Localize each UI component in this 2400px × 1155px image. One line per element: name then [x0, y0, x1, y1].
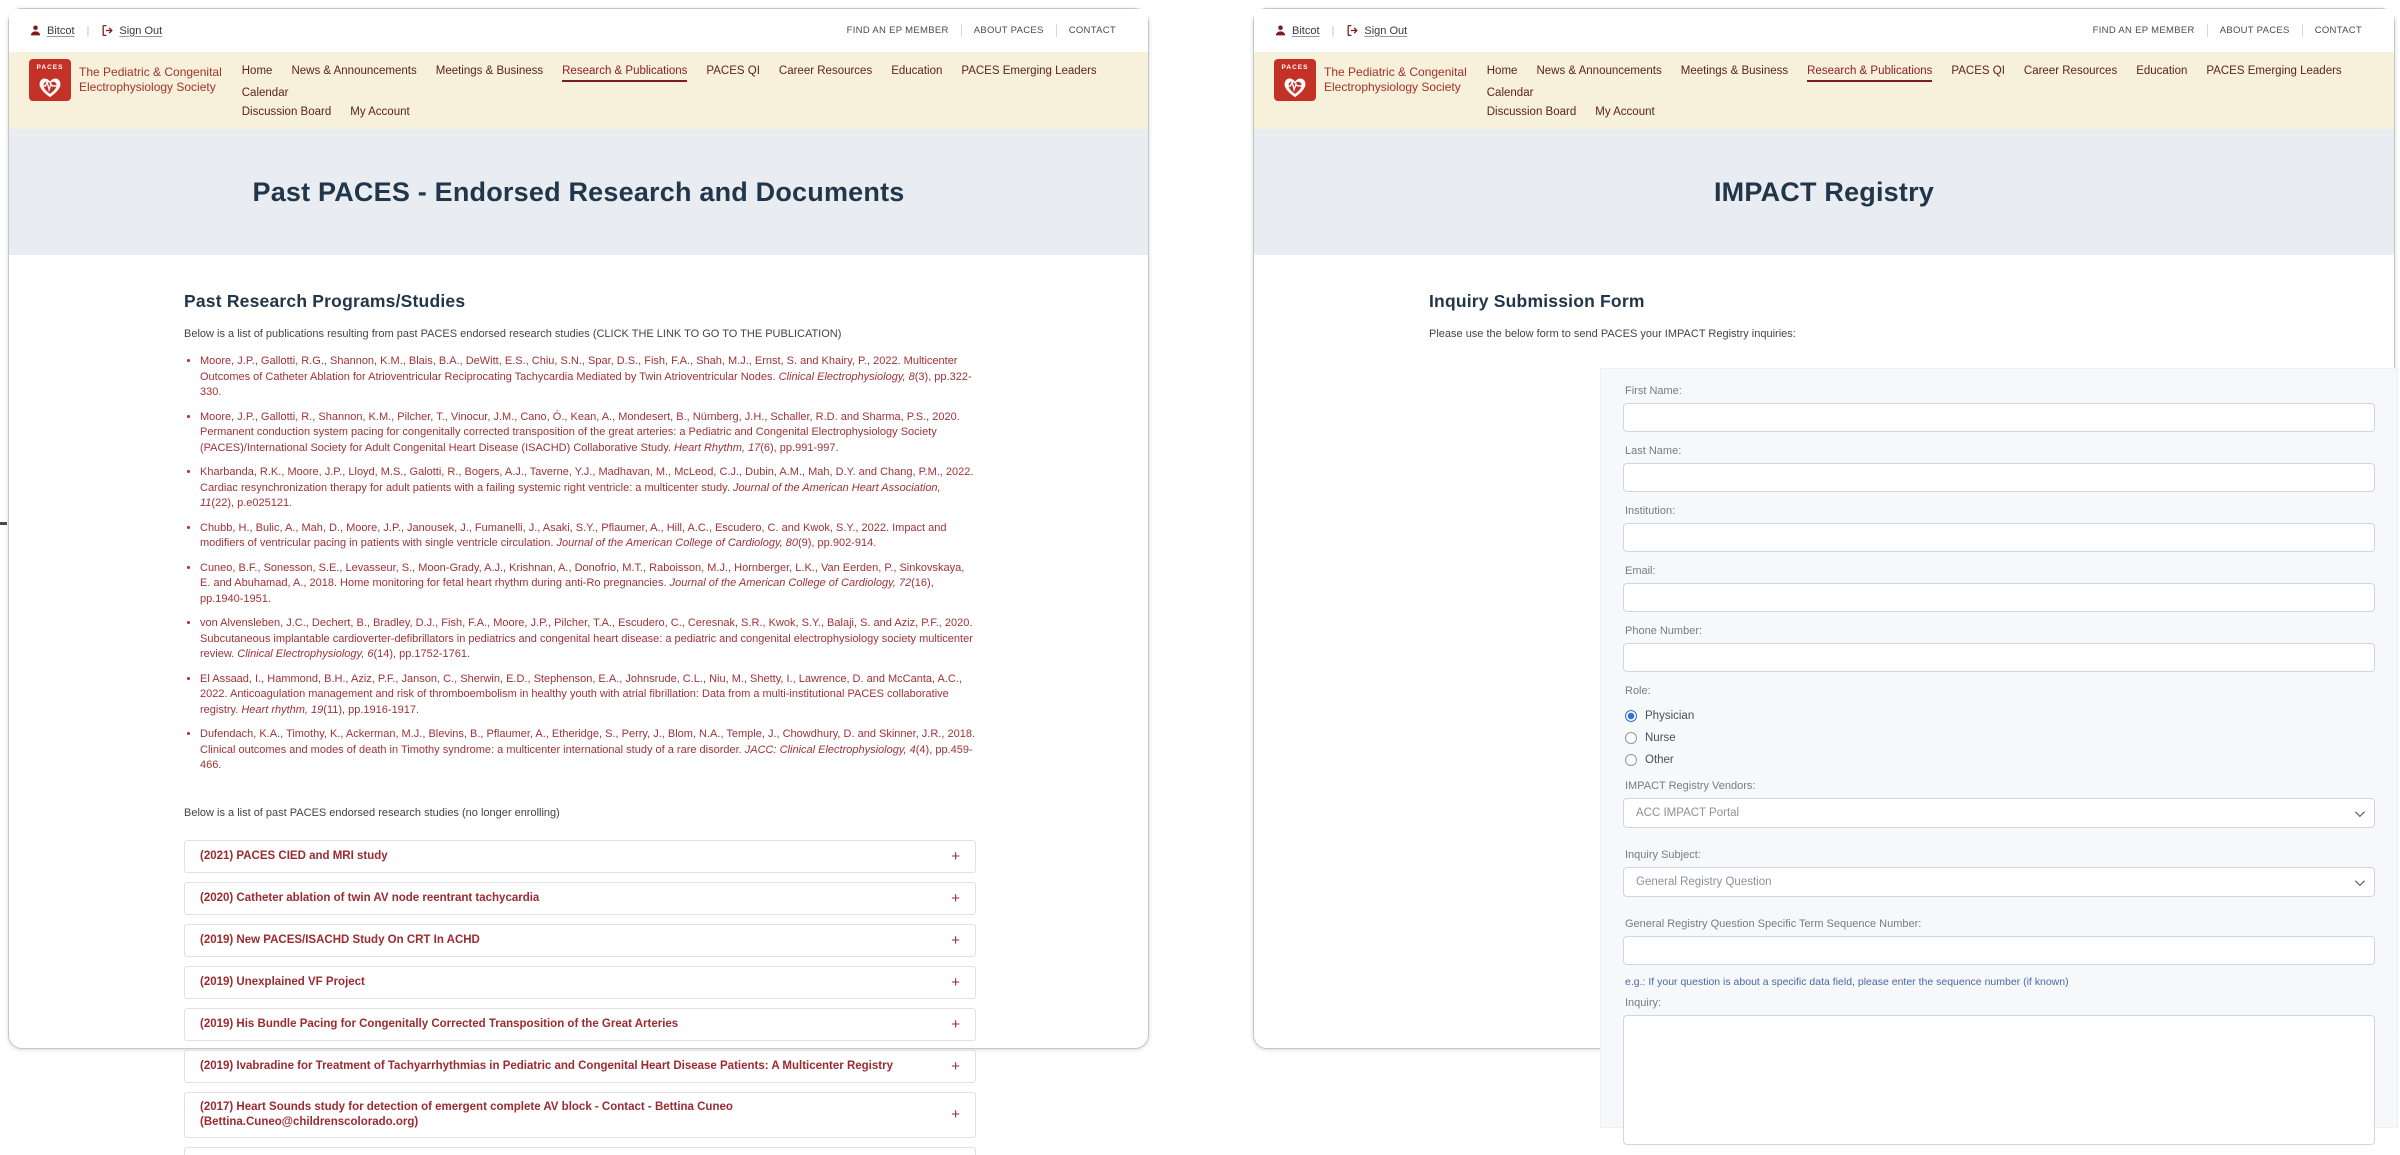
inquiry-form — [1600, 368, 2398, 1128]
first-name-label: First Name: — [1625, 385, 1682, 397]
accordion-item[interactable] — [184, 1092, 976, 1138]
logged-in-user-link[interactable] — [1274, 24, 1320, 37]
expand-plus-icon[interactable]: + — [951, 847, 960, 865]
publication-text: Journal of the American College of Cardiology, 72 — [669, 577, 912, 589]
publication-text: (9), pp.902-914. — [797, 537, 877, 549]
subject-label: Inquiry Subject: — [1625, 849, 1701, 861]
nav-item-meetings-and-business[interactable]: Meetings & Business — [435, 65, 544, 77]
accordion-item[interactable] — [184, 924, 976, 957]
utility-bar — [1254, 9, 2394, 52]
publication-text: Journal of the American College of Cardiology, 80 — [556, 537, 798, 549]
publication-text: Dufendach, K.A., Timothy, K., Ackerman, M.J., Blevins, B., Pflaumer, A., Etheridge, S., Perry, J., Blom, N.A., Temple, J., Chowdhury, D. and Skinner, J.R., 2018. Clinical outcomes and modes of death in Timothy syndrome: a multicenter international study of a rare disorder. — [200, 728, 976, 756]
user-icon — [29, 24, 42, 37]
nav-item-education[interactable]: Education — [2136, 65, 2188, 77]
publication-text: Clinical Electrophysiology, 8 — [778, 370, 915, 383]
brand-line1: The Pediatric & Congenital — [79, 65, 222, 79]
top-link-contact[interactable]: CONTACT — [1056, 24, 1128, 37]
user-label: Bitcot — [47, 24, 75, 37]
radio-icon[interactable] — [1625, 710, 1637, 722]
nav-item-paces-qi[interactable]: PACES QI — [1951, 65, 2005, 77]
vendors-selected-value: ACC IMPACT Portal — [1636, 807, 1740, 819]
chevron-down-icon — [2355, 876, 2365, 886]
accordion-label: (2019) New PACES/ISACHD Study On CRT In ACHD — [200, 933, 480, 946]
nav-item-paces-emerging-leaders[interactable]: PACES Emerging Leaders — [961, 65, 1097, 77]
email-input[interactable] — [1623, 583, 2375, 612]
accordion-list — [184, 840, 976, 1138]
expand-plus-icon[interactable]: + — [951, 1106, 960, 1123]
nav-row-1 — [242, 63, 1128, 101]
accordion-label: (2019) Ivabradine for Treatment of Tachyarrhythmias in Pediatric and Congenital Heart Disease Patients: A Multicenter Registry — [200, 1059, 893, 1072]
first-name-input[interactable] — [1623, 403, 2375, 432]
accordion-item-partial[interactable] — [184, 1147, 976, 1155]
phone-input[interactable] — [1623, 643, 2375, 672]
paces-logo-icon — [29, 59, 71, 101]
divider: | — [1331, 24, 1335, 37]
nav-item-home[interactable]: Home — [1486, 65, 1518, 77]
accordion-label: (2021) PACES CIED and MRI study — [200, 849, 388, 862]
institution-input[interactable] — [1623, 523, 2375, 552]
browser-window-impact-registry — [1253, 8, 2395, 1049]
brand-name — [1324, 65, 1467, 95]
expand-plus-icon[interactable]: + — [951, 1057, 960, 1075]
last-name-label: Last Name: — [1625, 445, 1682, 457]
nav-row-2 — [1487, 104, 2374, 120]
page-content — [1254, 255, 2394, 1128]
heart-ecg-icon — [1280, 71, 1310, 99]
expand-plus-icon[interactable]: + — [951, 931, 960, 949]
page-title: IMPACT Registry — [1713, 176, 1935, 207]
accordion-item[interactable] — [184, 966, 976, 999]
brand[interactable] — [1274, 59, 1467, 101]
nav-item-paces-qi[interactable]: PACES QI — [706, 65, 760, 77]
sequence-helper-text: e.g.: If your question is about a specific data field, please enter the sequence number (if known) — [1625, 976, 2069, 988]
publication-text: Heart rhythm, 19 — [241, 703, 324, 716]
page-content — [9, 255, 1148, 1155]
publication-text: JACC: Clinical Electrophysiology, 4 — [744, 743, 916, 756]
top-link-about-paces[interactable]: ABOUT PACES — [2207, 24, 2302, 37]
accordion-label: (2017) Heart Sounds study for detection of emergent complete AV block - Contact - Bettina Cuneo (Bettina.Cuneo@childrenscolorado.org) — [200, 1100, 733, 1128]
publication-text: Journal of the American Heart Association, 11 — [200, 481, 941, 509]
publication-list — [200, 354, 976, 774]
sequence-number-input[interactable] — [1623, 936, 2375, 965]
accordion-item[interactable] — [184, 1008, 976, 1041]
publication-text: Moore, J.P., Gallotti, R.G., Shannon, K.M., Blais, B.A., DeWitt, E.S., Chiu, S.N., Spar, D.S., Fish, F.A., Shah, M.J., Ernst, S. and Khairy, P., 2022. Multicenter Outcomes of Catheter Ablation for Atrioventricular Reciprocating Tachycardia Mediated by Twin Atrioventricular Nodes. — [200, 355, 958, 383]
nav-item-career-resources[interactable]: Career Resources — [778, 65, 873, 77]
nav-item-discussion-board[interactable]: Discussion Board — [1486, 106, 1577, 118]
accordion-item[interactable] — [184, 1050, 976, 1083]
brand-line1: The Pediatric & Congenital — [1324, 65, 1467, 79]
main-nav — [9, 52, 1148, 129]
publication-link[interactable] — [200, 561, 976, 608]
publication-text: El Assaad, I., Hammond, B.H., Aziz, P.F., Janson, C., Sherwin, E.D., Stephenson, E.A., Johnsrude, C.L., Niu, M., Shetty, I., Lawrence, D. and McCanta, A.C., 2022. Anticoagulation management and risk of thromboembolism in healthy youth with atrial fibrillation: Data from a multi-institutional PACES collaborative registry. — [200, 672, 962, 716]
nav-rows — [1487, 59, 2374, 120]
publication-text: Moore, J.P., Gallotti, R., Shannon, K.M., Pilcher, T., Vinocur, J.M., Cano, Ó., Kean, A., Mondesert, B., Nürnberg, J.H., Schaller, R.D. and Sharma, P.S., 2020. Permanent conduction system pacing for congenitally corrected transposition of the great arteries: a Pediatric and Congenital Electrophysiology Society (PACES)/International Society for Adult Congenital Heart Disease (ISACHD) Collaborative Study. — [200, 410, 960, 454]
top-links — [835, 24, 1128, 37]
nav-rows — [242, 59, 1128, 120]
publication-link[interactable] — [200, 354, 976, 401]
utility-bar — [9, 9, 1148, 52]
publication-text: Chubb, H., Bulic, A., Mah, D., Moore, J.P., Janousek, J., Fumanelli, J., Asaki, S.Y., Pflaumer, A., Hill, A.C., Escudero, C. and Kwok, S.Y., 2022. Impact and modifiers of ventricular pacing in patients with single ventricle circulation. — [200, 521, 947, 549]
nav-item-paces-emerging-leaders[interactable]: PACES Emerging Leaders — [2206, 65, 2342, 77]
top-link-contact[interactable]: CONTACT — [2302, 24, 2374, 37]
publication-text: (4), pp.459-466. — [200, 743, 973, 771]
publication-link[interactable] — [200, 727, 976, 774]
radio-label: Other — [1645, 754, 1674, 766]
last-name-input[interactable] — [1623, 463, 2375, 492]
inquiry-label: Inquiry: — [1625, 997, 1662, 1009]
user-icon — [1274, 24, 1287, 37]
radio-label: Physician — [1645, 710, 1695, 722]
radio-icon[interactable] — [1625, 754, 1637, 766]
nav-row-2 — [242, 104, 1128, 120]
divider: | — [86, 24, 90, 37]
publication-link[interactable] — [200, 521, 976, 552]
subject-selected-value: General Registry Question — [1636, 876, 1772, 888]
accordion-label: (2019) His Bundle Pacing for Congenitally Corrected Transposition of the Great Arteries — [200, 1017, 679, 1030]
publication-text: von Alvensleben, J.C., Dechert, B., Bradley, D.J., Fish, F.A., Moore, J.P., Pilcher, T.A., Escudero, C., Ceresnak, S.R., Kwok, S.Y., Balaji, S. and Aziz, P.F., 2020. Subcutaneous implantable cardioverter-defibrillators in pediatrics and congenital heart disease: a pediatric and congenital electrophysiology society multicenter review. — [200, 617, 973, 660]
nav-item-discussion-board[interactable]: Discussion Board — [241, 106, 332, 118]
brand-line2: Electrophysiology Society — [79, 80, 216, 94]
logged-in-user-link[interactable] — [29, 24, 75, 37]
subject-select[interactable] — [1623, 867, 2375, 897]
sign-out-icon — [1346, 24, 1359, 37]
publication-text: (22), p.e025121. — [211, 497, 293, 509]
sequence-number-label: General Registry Question Specific Term Sequence Number: — [1625, 918, 1922, 930]
form-heading: Inquiry Submission Form — [1429, 291, 1645, 311]
nav-item-career-resources[interactable]: Career Resources — [2023, 65, 2118, 77]
accordion-item[interactable] — [184, 840, 976, 873]
nav-item-meetings-and-business[interactable]: Meetings & Business — [1680, 65, 1789, 77]
inquiry-textarea[interactable] — [1623, 1015, 2375, 1145]
role-label: Role: — [1625, 685, 1651, 697]
accordion-item[interactable] — [184, 882, 976, 915]
publication-link[interactable] — [200, 410, 976, 457]
nav-item-research-and-publications[interactable]: Research & Publications — [1807, 63, 1932, 82]
accordion-label: (2019) Unexplained VF Project — [200, 975, 365, 988]
nav-item-home[interactable]: Home — [241, 65, 273, 77]
brand-name — [79, 65, 222, 95]
publication-text: (3), pp.322-330. — [200, 370, 972, 398]
chevron-down-icon — [2355, 807, 2365, 817]
nav-item-my-account[interactable]: My Account — [1595, 106, 1655, 118]
top-link-find-an-ep-member[interactable]: FIND AN EP MEMBER — [846, 25, 949, 36]
list-note: Below is a list of past PACES endorsed research studies (no longer enrolling) — [184, 806, 560, 819]
sign-out-label: Sign Out — [119, 24, 163, 37]
top-link-find-an-ep-member[interactable]: FIND AN EP MEMBER — [2092, 25, 2195, 36]
publication-link[interactable] — [200, 672, 976, 719]
vendors-select[interactable] — [1623, 798, 2375, 828]
logo-word: PACES — [36, 63, 64, 71]
account-links — [29, 24, 162, 37]
paces-logo-icon — [1274, 59, 1316, 101]
publication-text: Heart Rhythm, 17 — [674, 441, 761, 454]
expand-plus-icon[interactable]: + — [951, 1015, 960, 1033]
browser-window-past-research — [8, 8, 1149, 1128]
publication-text: Clinical Electrophysiology, 6 — [237, 648, 374, 660]
role-options — [1625, 710, 2375, 766]
radio-icon[interactable] — [1625, 732, 1637, 744]
top-links — [2081, 24, 2374, 37]
main-nav — [1254, 52, 2394, 129]
brand-line2: Electrophysiology Society — [1324, 80, 1461, 94]
expand-plus-icon[interactable]: + — [951, 889, 960, 907]
publication-link[interactable] — [200, 465, 976, 512]
accordion-label: (2020) Catheter ablation of twin AV node reentrant tachycardia — [200, 891, 540, 904]
section-heading: Past Research Programs/Studies — [184, 291, 466, 311]
nav-row-1 — [1487, 63, 2374, 101]
publication-text: Cuneo, B.F., Sonesson, S.E., Levasseur, S., Moon-Grady, A.J., Krishnan, A., Donofrio, M.T., Raboisson, M.J., Hornberger, L.K., Van Eerden, P., Sinkovskaya, E. and Abuhamad, A., 2018. Home monitoring for fetal heart rhythm during anti-Ro pregnancies. — [200, 561, 965, 589]
page-title-band — [9, 129, 1148, 255]
vendors-label: IMPACT Registry Vendors: — [1625, 780, 1756, 792]
screen-edge-artifact — [0, 522, 7, 525]
nav-item-news-and-announcements[interactable]: News & Announcements — [291, 65, 417, 77]
nav-item-my-account[interactable]: My Account — [350, 106, 410, 118]
page-title: Past PACES - Endorsed Research and Documents — [252, 176, 905, 207]
publication-text: Kharbanda, R.K., Moore, J.P., Lloyd, M.S., Galotti, R., Bogers, A.J., Taverne, Y.J., Madhavan, M., McLeod, C.J., Dubin, A.M., Mah, D.Y. and Chang, P.M., 2022. Cardiac resynchronization therapy for adult patients with a failing systemic right ventricle: a multicenter study. — [200, 466, 974, 494]
role-radio-nurse[interactable] — [1625, 732, 2375, 744]
nav-item-calendar[interactable]: Calendar — [241, 87, 289, 99]
intro-text: Below is a list of publications resulting from past PACES endorsed research studies (CLICK THE LINK TO GO TO THE PUBLICATION) — [184, 328, 842, 340]
publication-text: (11), pp.1916-1917. — [323, 703, 420, 716]
nav-item-education[interactable]: Education — [891, 65, 943, 77]
phone-label: Phone Number: — [1625, 625, 1703, 637]
publication-text: (16), pp.1940-1951. — [200, 577, 934, 605]
sign-out-label: Sign Out — [1364, 24, 1408, 37]
expand-plus-icon[interactable]: + — [951, 973, 960, 991]
logo-word: PACES — [1281, 63, 1309, 71]
sign-out-link[interactable] — [1346, 24, 1407, 37]
page-title-band — [1254, 129, 2394, 255]
email-label: Email: — [1625, 565, 1656, 577]
institution-label: Institution: — [1625, 505, 1676, 517]
nav-item-news-and-announcements[interactable]: News & Announcements — [1536, 65, 1662, 77]
sign-out-icon — [101, 24, 114, 37]
user-label: Bitcot — [1292, 24, 1320, 37]
publication-text: (6), pp.991-997. — [760, 441, 839, 454]
radio-label: Nurse — [1645, 732, 1676, 744]
nav-item-calendar[interactable]: Calendar — [1486, 87, 1534, 99]
brand[interactable] — [29, 59, 222, 101]
top-link-about-paces[interactable]: ABOUT PACES — [961, 24, 1056, 37]
role-radio-physician[interactable] — [1625, 710, 2375, 722]
sign-out-link[interactable] — [101, 24, 162, 37]
publication-link[interactable] — [200, 616, 976, 663]
role-radio-other[interactable] — [1625, 754, 2375, 766]
account-links — [1274, 24, 1407, 37]
heart-ecg-icon — [35, 71, 65, 99]
nav-item-research-and-publications[interactable]: Research & Publications — [562, 63, 687, 82]
form-intro: Please use the below form to send PACES your IMPACT Registry inquiries: — [1429, 328, 1796, 340]
publication-text: (14), pp.1752-1761. — [373, 648, 471, 660]
